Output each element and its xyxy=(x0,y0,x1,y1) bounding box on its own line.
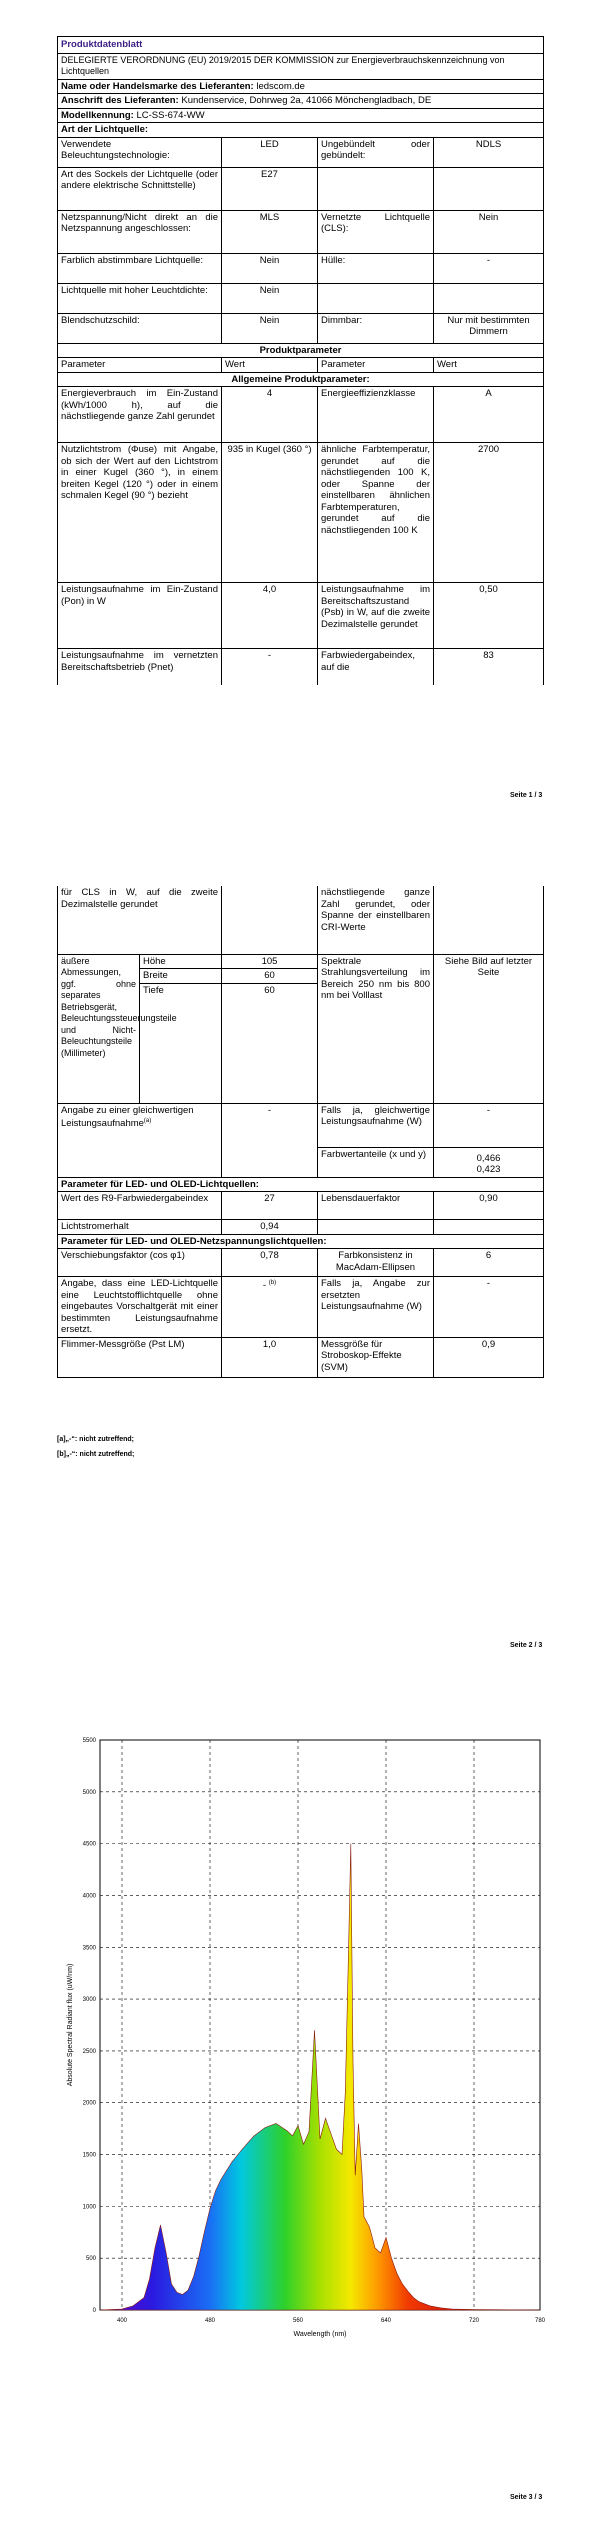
flux-empty-value xyxy=(434,1220,544,1235)
flux-value: 0,94 xyxy=(222,1220,318,1235)
pp-value-4: - xyxy=(222,649,318,685)
dim-depth-value: 60 xyxy=(222,983,318,1103)
x-tick-labels xyxy=(117,2318,546,2324)
supplier-address-row xyxy=(58,94,544,109)
pp-label-3b: Leistungsaufnahme im Bereitschaftszustand (Psb) in W, auf die zweite Dezimalstelle gerundet xyxy=(318,583,434,649)
pp-value-2: 935 in Kugel (360 °) xyxy=(222,443,318,583)
equiv-label: Angabe zu einer gleichwertigen Leistungsaufnahme xyxy=(61,1104,194,1130)
spectral-value: Siehe Bild auf letzter Seite xyxy=(434,954,544,1103)
cont-value-right xyxy=(434,886,544,954)
col-header-value-1: Wert xyxy=(222,358,318,373)
page-footer-1: Seite 1 / 3 xyxy=(510,792,543,799)
lst-value-3: MLS xyxy=(222,210,318,253)
equiv-label-cell xyxy=(58,1103,222,1177)
pp-label-2b: ähnliche Farbtemperatur, gerundet auf die nächstliegenden 100 K, oder Spanne der einstellbaren ähnlichen Farbtemperaturen, gerundet auf die nächstliegenden 100 K xyxy=(318,443,434,583)
y-tick-label: 3000 xyxy=(82,1997,96,2004)
pp-label-4b: Farbwiedergabeindex, auf die xyxy=(318,649,434,685)
lst-label-4: Farblich abstimmbare Lichtquelle: xyxy=(58,253,222,283)
lst-value-2: E27 xyxy=(222,167,318,210)
shift-label: Verschiebungsfaktor (cos φ1) xyxy=(58,1249,222,1277)
lst-label-5: Lichtquelle mit hoher Leuchtdichte: xyxy=(58,283,222,313)
spectral-label: Spektrale Strahlungsverteilung im Bereich 250 nm bis 800 nm bei Volllast xyxy=(318,954,434,1103)
model-value: LC-SS-674-WW xyxy=(136,109,205,121)
cont-label-right: nächstliegende ganze Zahl gerundet, oder Spanne der einstellbaren CRI-Werte xyxy=(318,886,434,954)
lst-label-2: Art des Sockels der Lichtquelle (oder andere elektrische Schnittstelle) xyxy=(58,167,222,210)
page-footer-2: Seite 2 / 3 xyxy=(510,1642,543,1649)
dimensions-label: äußere Abmessungen, ggf. ohne separates Betriebsgerät, Beleuchtungssteuerungsteile und Nicht-Beleuchtungsteile (Millimeter) xyxy=(58,954,140,1103)
datasheet-table-1 xyxy=(57,36,544,685)
lst-label-5b xyxy=(318,283,434,313)
shift-value: 0,78 xyxy=(222,1249,318,1277)
lst-label-3b: Vernetzte Lichtquelle (CLS): xyxy=(318,210,434,253)
model-row xyxy=(58,108,544,123)
lst-value-5b xyxy=(434,283,544,313)
product-params-heading: Produktparameter xyxy=(58,343,544,358)
lst-value-4: Nein xyxy=(222,253,318,283)
dim-height-label: Höhe xyxy=(140,954,222,969)
dim-height-value: 105 xyxy=(222,954,318,969)
cont-value-left xyxy=(222,886,318,954)
pp-value-1b: A xyxy=(434,387,544,443)
dim-width-value: 60 xyxy=(222,969,318,984)
consist-label: Farbkonsistenz in MacAdam-Ellipsen xyxy=(318,1249,434,1277)
pp-value-2b: 2700 xyxy=(434,443,544,583)
supplier-name-label: Name oder Handelsmarke des Lieferanten: xyxy=(61,80,254,92)
replace-value-cell xyxy=(222,1277,318,1338)
x-tick-label: 780 xyxy=(534,2318,546,2324)
dim-depth-label: Tiefe xyxy=(140,983,222,1103)
lst-label-2b xyxy=(318,167,434,210)
lst-label-1b: Ungebündelt oder gebündelt: xyxy=(318,137,434,167)
x-tick-label: 480 xyxy=(204,2318,216,2324)
cont-label-left: für CLS in W, auf die zweite Dezimalstelle gerundet xyxy=(58,886,222,954)
page-footer-3: Seite 3 / 3 xyxy=(510,2494,543,2501)
chroma-y: 0,423 xyxy=(476,1164,501,1175)
supplier-address-label: Anschrift des Lieferanten: xyxy=(61,95,179,106)
dim-width-label: Breite xyxy=(140,969,222,984)
pp-value-3: 4,0 xyxy=(222,583,318,649)
r9-label: Wert des R9-Farbwiedergabeindex xyxy=(58,1192,222,1220)
life-label: Lebensdauerfaktor xyxy=(318,1192,434,1220)
flux-empty-label xyxy=(318,1220,434,1235)
y-tick-labels xyxy=(83,1738,97,2314)
flicker-value: 1,0 xyxy=(222,1337,318,1377)
page-3 xyxy=(0,1690,595,2526)
document-title: Produktdatenblatt xyxy=(58,37,544,54)
chroma-label: Farbwertanteile (x und y) xyxy=(318,1147,434,1177)
col-header-param-2: Parameter xyxy=(318,358,434,373)
spectral-distribution-chart xyxy=(0,1720,595,2420)
supplier-name-value: ledscom.de xyxy=(256,80,305,92)
replace-footnote-ref: (b) xyxy=(268,1280,277,1286)
light-source-type-heading: Art der Lichtquelle: xyxy=(58,123,544,138)
chroma-values xyxy=(434,1147,544,1177)
lst-label-3: Netzspannung/Nicht direkt an die Netzspannung angeschlossen: xyxy=(58,210,222,253)
y-tick-label: 0 xyxy=(92,2308,96,2314)
x-tick-label: 640 xyxy=(380,2318,392,2324)
replace-power-label: Falls ja, Angabe zur ersetzten Leistungsaufnahme (W) xyxy=(318,1277,434,1338)
regulation-text: DELEGIERTE VERORDNUNG (EU) 2019/2015 DER KOMMISSION zur Energieverbrauchskennzeichnung von Lichtquellen xyxy=(58,53,544,79)
equiv-footnote-ref: (a) xyxy=(143,1118,152,1124)
r9-value: 27 xyxy=(222,1192,318,1220)
x-axis-label: Wavelength (nm) xyxy=(293,2331,347,2338)
datasheet-table-2 xyxy=(57,886,544,1378)
lst-value-1: LED xyxy=(222,137,318,167)
equiv-power-value: - xyxy=(434,1103,544,1147)
lst-value-2b xyxy=(434,167,544,210)
flux-label: Lichtstromerhalt xyxy=(58,1220,222,1235)
replace-value: - xyxy=(262,1280,269,1292)
pp-label-1: Energieverbrauch im Ein-Zustand (kWh/1000 h), auf die nächstliegende ganze Zahl gerundet xyxy=(58,387,222,443)
page-1 xyxy=(0,0,595,830)
chroma-x: 0,466 xyxy=(476,1152,501,1164)
lst-value-3b: Nein xyxy=(434,210,544,253)
lst-value-4b: - xyxy=(434,253,544,283)
pp-label-4: Leistungsaufnahme im vernetzten Bereitschaftsbetrieb (Pnet) xyxy=(58,649,222,685)
datasheet-page-1 xyxy=(57,36,543,685)
y-tick-label: 1000 xyxy=(82,2204,96,2211)
led-params-heading: Parameter für LED- und OLED-Lichtquellen: xyxy=(58,1177,544,1192)
life-value: 0,90 xyxy=(434,1192,544,1220)
strobo-label: Messgröße für Stroboskop-Effekte (SVM) xyxy=(318,1337,434,1377)
datasheet-page-2 xyxy=(57,886,543,1378)
equiv-value: - xyxy=(222,1103,318,1177)
y-tick-label: 2000 xyxy=(82,2100,96,2107)
col-header-param-1: Parameter xyxy=(58,358,222,373)
x-tick-label: 720 xyxy=(468,2318,480,2324)
lst-value-6b: Nur mit bestimmten Dimmern xyxy=(434,313,544,343)
pp-label-2: Nutzlichtstrom (Φuse) mit Angabe, ob sich der Wert auf den Lichtstrom in einer Kugel (360 °), in einem breiten Kegel (120 °) oder in einem schmalen Kegel (90 °) bezieht xyxy=(58,443,222,583)
y-tick-label: 2500 xyxy=(82,2048,96,2055)
x-tick-label: 400 xyxy=(116,2318,128,2324)
footnote-b: [b]„-“: nicht zutreffend; xyxy=(57,1451,135,1458)
equiv-power-label: Falls ja, gleichwertige Leistungsaufnahme (W) xyxy=(318,1103,434,1147)
general-params-heading: Allgemeine Produktparameter: xyxy=(58,372,544,387)
lst-label-6: Blendschutzschild: xyxy=(58,313,222,343)
y-tick-label: 5500 xyxy=(82,1738,96,1744)
supplier-name-row xyxy=(58,79,544,94)
pp-label-1b: Energieeffizienzklasse xyxy=(318,387,434,443)
model-label: Modellkennung: xyxy=(61,109,134,121)
flicker-label: Flimmer-Messgröße (Pst LM) xyxy=(58,1337,222,1377)
y-tick-label: 3500 xyxy=(82,1945,96,1952)
strobo-value: 0,9 xyxy=(434,1337,544,1377)
lst-label-6b: Dimmbar: xyxy=(318,313,434,343)
y-tick-label: 4500 xyxy=(82,1841,96,1848)
lst-label-1: Verwendete Beleuchtungstechnologie: xyxy=(58,137,222,167)
col-header-value-2: Wert xyxy=(434,358,544,373)
y-axis-label: Absolute Spectral Radiant flux (uW/nm) xyxy=(67,1963,74,2087)
lst-value-6: Nein xyxy=(222,313,318,343)
y-tick-label: 5000 xyxy=(82,1789,96,1796)
supplier-address-value: Kundenservice, Dohrweg 2a, 41066 Mönchengladbach, DE xyxy=(181,95,432,106)
lst-label-4b: Hülle: xyxy=(318,253,434,283)
footnote-a: [a]„-“: nicht zutreffend; xyxy=(57,1436,134,1443)
y-tick-label: 4000 xyxy=(82,1893,96,1900)
y-tick-label: 1500 xyxy=(82,2152,96,2159)
pp-value-3b: 0,50 xyxy=(434,583,544,649)
x-tick-label: 560 xyxy=(292,2318,304,2324)
mls-params-heading: Parameter für LED- und OLED-Netzspannungslichtquellen: xyxy=(58,1234,544,1249)
pp-value-1: 4 xyxy=(222,387,318,443)
pp-label-3: Leistungsaufnahme im Ein-Zustand (Pon) in W xyxy=(58,583,222,649)
pp-value-4b: 83 xyxy=(434,649,544,685)
replace-label: Angabe, dass eine LED-Lichtquelle eine Leuchtstofflichtquelle ohne eingebautes Vorschaltgerät mit einer bestimmten Leistungsaufnahme ersetzt. xyxy=(58,1277,222,1338)
y-tick-label: 500 xyxy=(85,2256,96,2263)
lst-value-1b: NDLS xyxy=(434,137,544,167)
replace-power-value: - xyxy=(434,1277,544,1338)
lst-value-5: Nein xyxy=(222,283,318,313)
consist-value: 6 xyxy=(434,1249,544,1277)
page-2 xyxy=(0,830,595,1690)
